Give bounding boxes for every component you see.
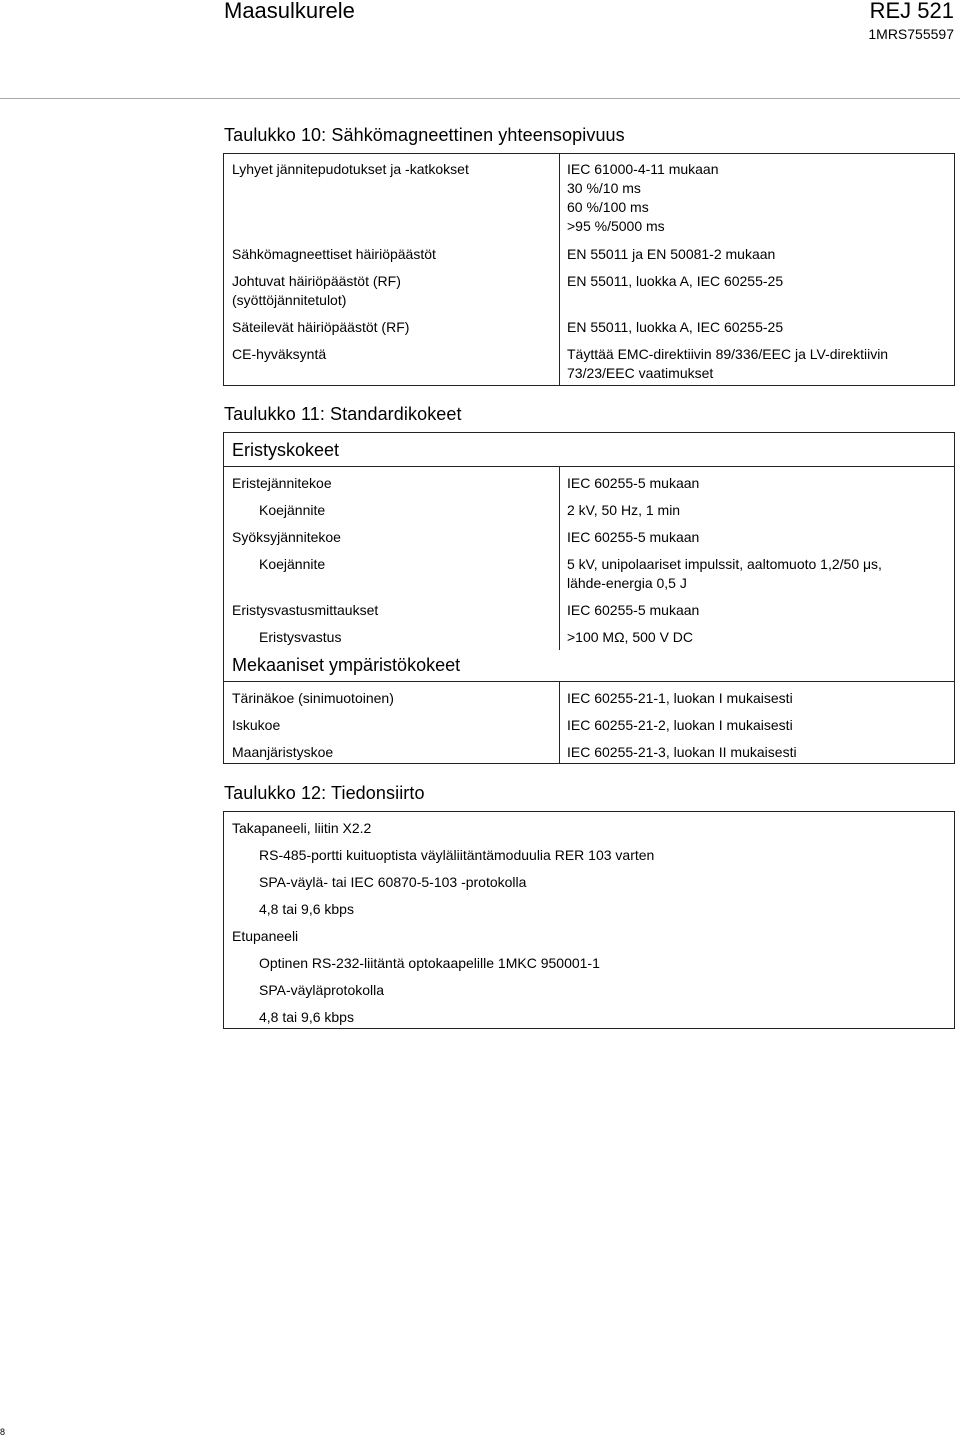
insulation-row5-left: Eristysvastusmittaukset — [232, 602, 379, 618]
insulation-row1-right: IEC 60255-5 mukaan — [567, 475, 700, 491]
mechanical-row3-left: Maanjäristyskoe — [232, 744, 334, 760]
table10-column-divider — [559, 154, 560, 385]
front-panel-label: Etupaneeli — [232, 928, 299, 944]
table11 — [223, 432, 955, 764]
table12 — [223, 811, 955, 1029]
insulation-row5-right: IEC 60255-5 mukaan — [567, 602, 700, 618]
table11-column-divider-1 — [559, 466, 560, 650]
product-code: REJ 521 — [869, 0, 954, 23]
table11-title: Taulukko 11: Standardikokeet — [224, 404, 462, 424]
front-panel-item-1: Optinen RS-232-liitäntä optokaapelille 1MKC 950001-1 — [259, 955, 600, 971]
document-title: Maasulkurele — [224, 0, 355, 23]
insulation-row4-left: Koejännite — [259, 556, 326, 572]
insulation-row2-left: Koejännite — [259, 502, 326, 518]
insulation-row6-right: >100 MΩ, 500 V DC — [567, 629, 694, 645]
table11-column-divider-2 — [559, 681, 560, 763]
table11-section1-divider — [224, 466, 954, 467]
back-panel-item-3: 4,8 tai 9,6 kbps — [259, 901, 354, 917]
table10-row1-right-line1: IEC 61000-4-11 mukaan — [567, 161, 719, 177]
insulation-row3-left: Syöksyjännitekoe — [232, 529, 341, 545]
insulation-row4-right-line1: 5 kV, unipolaariset impulssit, aaltomuoto 1,2/50 μs, — [567, 556, 882, 572]
table10-row1-right-line2: 30 %/10 ms — [567, 180, 641, 196]
insulation-row3-right: IEC 60255-5 mukaan — [567, 529, 700, 545]
back-panel-item-2: SPA-väylä- tai IEC 60870-5-103 -protokolla — [259, 874, 527, 890]
table10-row5-left: CE-hyväksyntä — [232, 346, 327, 362]
insulation-row1-left: Eristejännitekoe — [232, 475, 332, 491]
table10-row2-right: EN 55011 ja EN 50081-2 mukaan — [567, 246, 776, 262]
mechanical-row2-right: IEC 60255-21-2, luokan I mukaisesti — [567, 717, 793, 733]
table10-row3-left-line1: Johtuvat häiriöpäästöt (RF) — [232, 273, 401, 289]
front-panel-item-2: SPA-väyläprotokolla — [259, 982, 385, 998]
insulation-row2-right: 2 kV, 50 Hz, 1 min — [567, 502, 681, 518]
mechanical-row3-right: IEC 60255-21-3, luokan II mukaisesti — [567, 744, 797, 760]
table10-row2-left: Sähkömagneettiset häiriöpäästöt — [232, 246, 436, 262]
header-divider — [0, 98, 960, 99]
insulation-row4-right-line2: lähde-energia 0,5 J — [567, 575, 687, 591]
table10-row1-right-line4: >95 %/5000 ms — [567, 218, 665, 234]
mechanical-row2-left: Iskukoe — [232, 717, 281, 733]
back-panel-label: Takapaneeli, liitin X2.2 — [232, 820, 372, 836]
table12-title: Taulukko 12: Tiedonsiirto — [224, 783, 425, 803]
mechanical-row1-right: IEC 60255-21-1, luokan I mukaisesti — [567, 690, 793, 706]
section-mechanical-tests: Mekaaniset ympäristökokeet — [232, 655, 461, 675]
section-insulation-tests: Eristyskokeet — [232, 440, 340, 460]
document-number: 1MRS755597 — [868, 26, 954, 42]
table10-row3-right: EN 55011, luokka A, IEC 60255-25 — [567, 273, 784, 289]
front-panel-item-3: 4,8 tai 9,6 kbps — [259, 1009, 354, 1025]
document-id-block — [868, 0, 954, 42]
table10-row1-left: Lyhyet jännitepudotukset ja -katkokset — [232, 161, 469, 177]
table10-row4-right: EN 55011, luokka A, IEC 60255-25 — [567, 319, 784, 335]
mechanical-row1-left: Tärinäkoe (sinimuotoinen) — [232, 690, 394, 706]
table11-section2-divider — [224, 681, 954, 682]
table10-row3-left-line2: (syöttöjännitetulot) — [232, 292, 347, 308]
table10-row5-right-line1: Täyttää EMC-direktiivin 89/336/EEC ja LV-direktiivin — [567, 346, 889, 362]
back-panel-item-1: RS-485-portti kuituoptista väyläliitäntämoduulia RER 103 varten — [259, 847, 655, 863]
table10 — [223, 153, 955, 386]
table10-row4-left: Säteilevät häiriöpäästöt (RF) — [232, 319, 410, 335]
table10-row5-right-line2: 73/23/EEC vaatimukset — [567, 365, 714, 381]
table10-title: Taulukko 10: Sähkömagneettinen yhteensopivuus — [224, 125, 625, 145]
insulation-row6-left: Eristysvastus — [259, 629, 342, 645]
table10-row1-right-line3: 60 %/100 ms — [567, 199, 649, 215]
page-number: 8 — [0, 1427, 6, 1437]
